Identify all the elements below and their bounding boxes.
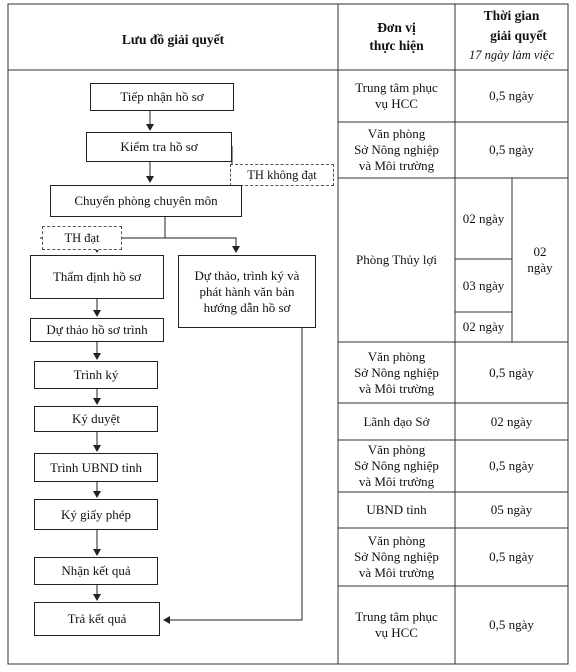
row1-unit-line2: vụ HCC — [375, 96, 418, 111]
row8-time: 0,5 ngày — [489, 549, 534, 564]
flow-step-check: Kiểm tra hồ sơ — [86, 132, 232, 162]
row4-unit-line1: Văn phòng — [367, 348, 426, 364]
row4-unit — [338, 342, 455, 403]
row8-unit — [338, 528, 455, 586]
flow-step-sign-license: Ký giấy phép — [34, 499, 158, 530]
row6-unit-line1: Văn phòng — [367, 442, 426, 457]
row5-unit: Lãnh đạo Sở — [363, 413, 430, 429]
row2-time: 0,5 ngày — [489, 142, 534, 157]
time-column-header-line2: giải quyết — [490, 28, 547, 43]
row1-time: 0,5 ngày — [489, 88, 534, 103]
flow-column-header: Lưu đồ giải quyết — [121, 32, 225, 47]
flow-step-receive: Tiếp nhận hồ sơ — [90, 83, 234, 111]
row3-time-alt-line2: ngày — [527, 260, 553, 275]
time-total-subtitle: 17 ngày làm việc — [468, 48, 555, 62]
flow-step-transfer: Chuyển phòng chuyên môn — [50, 185, 242, 217]
flow-step-appraise: Thẩm định hồ sơ — [30, 255, 164, 299]
draft-guidance-line3: hướng dẫn hồ sơ — [203, 299, 291, 315]
row3-time-c: 02 ngày — [462, 319, 505, 334]
row2-unit-line2: Sở Nông nghiệp — [354, 142, 439, 157]
row8-unit-line1: Văn phòng — [367, 533, 426, 548]
row3-time-alt-line1: 02 — [533, 244, 547, 259]
row1-unit — [338, 70, 455, 122]
flow-step-approve-sign: Ký duyệt — [34, 406, 158, 432]
pass-case-label: TH đạt — [42, 226, 122, 250]
row1-unit-line1: Trung tâm phục — [355, 80, 438, 95]
row9-unit — [338, 586, 455, 664]
row2-unit — [338, 122, 455, 178]
unit-column-header-line1: Đơn vị — [377, 20, 416, 35]
row9-unit-line1: Trung tâm phục — [355, 609, 438, 624]
row4-unit-line2: Sở Nông nghiệp — [354, 364, 439, 380]
row9-unit-line2: vụ HCC — [375, 625, 418, 640]
row4-time: 0,5 ngày — [489, 364, 534, 380]
row6-unit-line2: Sở Nông nghiệp — [354, 458, 439, 473]
flow-step-return-result: Trả kết quả — [34, 602, 160, 636]
row7-unit: UBND tỉnh — [366, 502, 427, 517]
row6-unit — [338, 440, 455, 492]
draft-guidance-line1: Dự thảo, trình ký và — [194, 267, 300, 283]
fail-case-label: TH không đạt — [230, 164, 334, 186]
row2-unit-line1: Văn phòng — [367, 126, 426, 141]
time-column-header-line1: Thời gian — [483, 8, 540, 23]
row8-unit-line3: và Môi trường — [358, 565, 435, 580]
flow-step-submit-ubnd: Trình UBND tỉnh — [34, 453, 158, 482]
unit-column-header-line2: thực hiện — [369, 38, 424, 53]
flow-step-draft-guidance — [178, 255, 316, 328]
row9-time: 0,5 ngày — [489, 617, 534, 632]
flow-step-draft-submission: Dự thảo hồ sơ trình — [30, 318, 164, 342]
row2-unit-line3: và Môi trường — [358, 158, 435, 173]
row3-time-a: 02 ngày — [462, 210, 505, 226]
row5-time: 02 ngày — [490, 413, 533, 429]
row8-unit-line2: Sở Nông nghiệp — [354, 549, 439, 564]
row6-unit-line3: và Môi trường — [358, 474, 435, 489]
row6-time: 0,5 ngày — [489, 458, 534, 473]
draft-guidance-line2: phát hành văn bản — [199, 283, 295, 299]
row4-unit-line3: và Môi trường — [358, 380, 435, 396]
row3-unit: Phòng Thủy lợi — [355, 252, 438, 267]
row3-time-b: 03 ngày — [462, 277, 505, 293]
row7-time: 05 ngày — [490, 502, 533, 517]
flow-step-receive-result: Nhận kết quả — [34, 557, 158, 585]
row3-time-alt — [512, 178, 568, 342]
flow-step-submit-sign: Trình ký — [34, 361, 158, 389]
